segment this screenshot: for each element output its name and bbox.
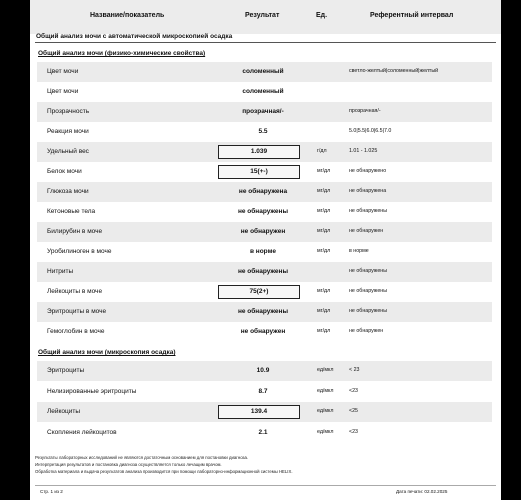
table-row xyxy=(37,222,492,242)
result-name: Цвет мочи xyxy=(47,68,79,75)
result-value: 10.9 xyxy=(256,367,270,374)
table-row xyxy=(37,302,492,322)
table-row xyxy=(37,322,492,342)
result-name: Билирубин в моче xyxy=(47,228,103,235)
result-ref: не обнаружено xyxy=(349,168,387,174)
result-value: прозрачная/- xyxy=(242,108,284,115)
result-ref: < 23 xyxy=(349,367,360,373)
table-row xyxy=(37,122,492,142)
header-result: Результат xyxy=(245,12,280,19)
result-value: не обнаружены xyxy=(237,308,289,315)
result-name: Гемоглобин в моче xyxy=(47,328,105,335)
footer-rule xyxy=(35,485,496,486)
result-name: Прозрачность xyxy=(47,108,90,115)
section-title: Общий анализ мочи с автоматической микроскопией осадка xyxy=(36,33,233,40)
result-ref: не обнаружена xyxy=(349,188,387,194)
result-name: Цвет мочи xyxy=(47,88,79,95)
table-row xyxy=(37,402,492,422)
result-name: Лейкоциты xyxy=(47,408,81,415)
result-ref: не обнаружены xyxy=(349,288,388,294)
result-unit: мг/дл xyxy=(317,188,331,194)
result-unit: мг/дл xyxy=(317,168,331,174)
result-name: Эритроциты xyxy=(47,367,85,374)
result-name: Удельный вес xyxy=(47,148,89,155)
result-unit: ед/мкл xyxy=(317,367,334,373)
table-row xyxy=(37,62,492,82)
result-value: 2.1 xyxy=(258,428,268,436)
result-name: Нелизированные эритроциты xyxy=(47,387,137,395)
result-unit: мг/дл xyxy=(317,288,331,294)
result-value: соломенный xyxy=(242,68,284,75)
result-name: Глюкоза мочи xyxy=(47,188,89,195)
result-name: Лейкоциты в моче xyxy=(47,288,103,295)
result-value: 139.4 xyxy=(218,405,300,419)
result-value: 5.5 xyxy=(258,128,268,135)
result-ref: не обнаружены xyxy=(349,208,388,214)
table-row xyxy=(37,202,492,222)
table-row xyxy=(37,423,492,443)
result-ref: не обнаружен xyxy=(349,328,384,334)
result-value: 75(2+) xyxy=(218,285,300,299)
table-row xyxy=(37,82,492,102)
result-value: не обнаружены xyxy=(237,208,289,215)
header-ref: Референтный интервал xyxy=(370,12,454,19)
report-page xyxy=(30,0,501,500)
result-ref: <23 xyxy=(349,387,358,394)
table-row xyxy=(37,262,492,282)
result-ref: не обнаружен xyxy=(349,228,384,234)
table-row xyxy=(37,162,492,182)
footnote-1: Результаты лабораторных исследований не являются достаточным основанием для постановки диагноза. xyxy=(35,455,249,460)
result-unit: мг/дл xyxy=(317,308,331,314)
table-row xyxy=(37,361,492,381)
result-unit: г/дл xyxy=(317,148,327,154)
result-name: Скопления лейкоцитов xyxy=(47,428,117,436)
result-value: 8.7 xyxy=(258,387,268,395)
result-ref: в норме xyxy=(349,248,369,254)
result-ref: <23 xyxy=(349,428,358,435)
footnote-2: Интерпретация результатов и постановка диагноза осуществляется только лечащим врачом. xyxy=(35,462,222,467)
print-date: Дата печати: 02.02.2025 xyxy=(396,489,448,494)
result-ref: 5.0|5.5|6.0|6.5|7.0 xyxy=(349,128,392,134)
table-row xyxy=(37,182,492,202)
table-row xyxy=(37,282,492,302)
table-row xyxy=(37,102,492,122)
result-name: Реакция мочи xyxy=(47,128,89,135)
result-name: Уробилиноген в моче xyxy=(47,248,112,255)
result-value: не обнаружена xyxy=(238,188,288,195)
result-ref: светло-желтый|соломенный|желтый xyxy=(349,68,439,74)
result-ref: 1.01 - 1.025 xyxy=(349,148,378,154)
header-unit: Ед. xyxy=(316,12,328,19)
table-row xyxy=(37,382,492,402)
result-name: Белок мочи xyxy=(47,168,82,175)
table-header xyxy=(30,0,501,34)
result-value: не обнаружен xyxy=(240,228,286,235)
result-name: Эритроциты в моче xyxy=(47,308,107,315)
result-value: соломенный xyxy=(242,88,284,95)
page-number: Стр. 1 из 2 xyxy=(40,489,63,494)
group1-title: Общий анализ мочи (физико-химические свойства) xyxy=(38,50,206,57)
result-unit: мг/дл xyxy=(317,228,331,234)
result-unit: ед/мкл xyxy=(317,387,334,394)
table-row xyxy=(37,142,492,162)
result-value: не обнаружены xyxy=(237,268,289,275)
result-unit: ед/мкл xyxy=(317,408,334,414)
result-ref: прозрачная/- xyxy=(349,108,381,114)
result-ref: не обнаружены xyxy=(349,308,388,314)
group2-title: Общий анализ мочи (микроскопия осадка) xyxy=(38,349,176,356)
result-unit: мг/дл xyxy=(317,208,331,214)
result-ref: <25 xyxy=(349,408,358,414)
result-value: 1.039 xyxy=(218,145,300,159)
footnote-3: Обработка материала и выдача результатов анализа производится при помощи лабораторно-информационной системы HELIX. xyxy=(35,469,293,474)
result-name: Нитриты xyxy=(47,268,74,275)
result-unit: ед/мкл xyxy=(317,428,334,435)
result-name: Кетоновые тела xyxy=(47,208,96,215)
section-rule xyxy=(35,42,496,43)
result-value: не обнаружен xyxy=(240,328,286,335)
result-unit: мг/дл xyxy=(317,328,331,334)
result-ref: не обнаружены xyxy=(349,268,388,274)
result-unit: мг/дл xyxy=(317,248,331,254)
result-value: 15(+-) xyxy=(218,165,300,179)
header-name: Название/показатель xyxy=(90,12,165,19)
table-row xyxy=(37,242,492,262)
result-value: в норме xyxy=(249,248,276,255)
